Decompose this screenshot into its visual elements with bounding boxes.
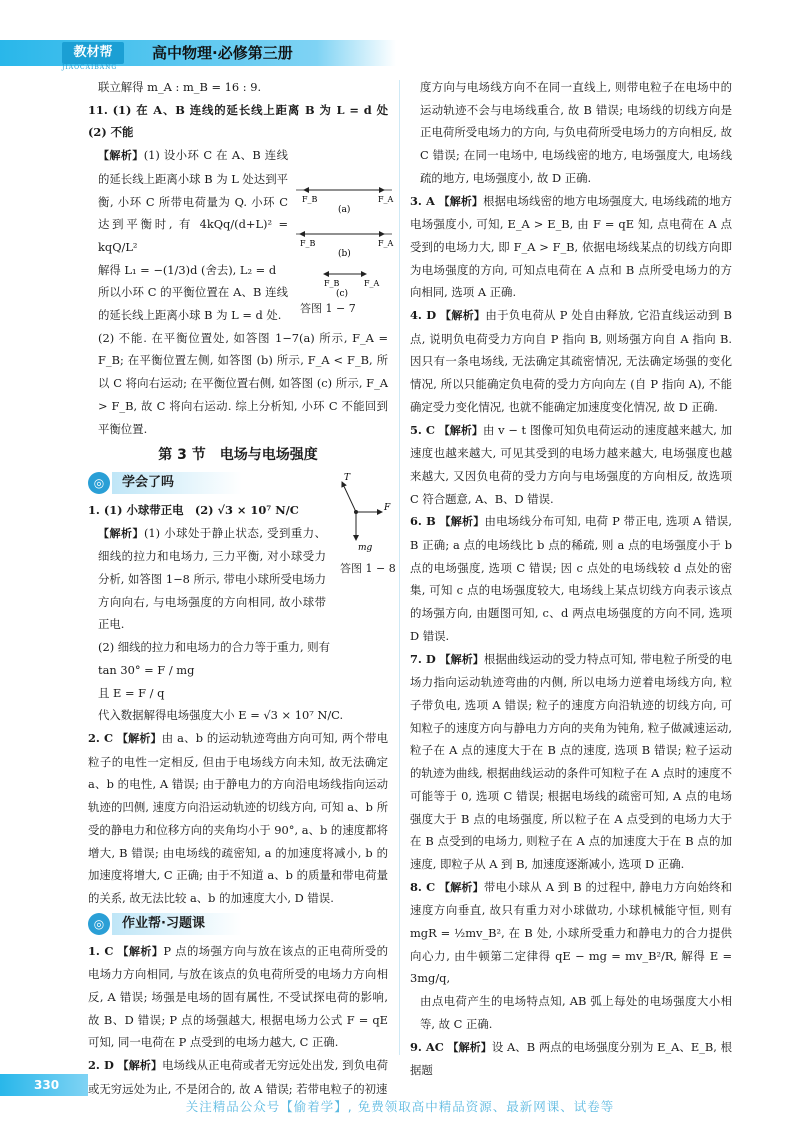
- analysis-text: 代入数据解得电场强度大小 E = √3 × 10⁷ N/C.: [98, 708, 344, 723]
- brand-subtitle: JIAOCAIBANG: [62, 64, 118, 71]
- figure-1-7: [294, 182, 394, 302]
- analysis-tag: 【解析】: [439, 652, 484, 666]
- column-divider: [399, 80, 400, 1055]
- question-11-answer: [88, 99, 400, 144]
- page-header: [0, 0, 800, 72]
- formula: 且 E = F / q: [98, 685, 165, 700]
- subfigure-label-b: (b): [338, 249, 351, 259]
- r3-answer: [410, 190, 732, 305]
- r5-head: 5. C: [410, 422, 435, 437]
- book-title: 高中物理·必修第三册: [152, 44, 293, 62]
- analysis-tag: 【解析】: [440, 309, 486, 323]
- analysis-text: 由点电荷产生的电场特点知, AB 弧上每处的电场强度大小相等, 故 C 正确.: [420, 994, 732, 1031]
- force-label-fa: F_A: [378, 195, 394, 204]
- analysis-text: 由 a、b 的运动轨迹弯曲方向可知, 两个带电粒子的电性一定相反, 但由于电场线方向未知, 故无法确定 a、b 的电性, A 错误; 由于静电力的方向沿电场线指向运动轨迹的凹侧, 速度方向沿运动轨迹的切线方向, 可知 a、b 所受的静电力和位移方向的夹角均小于 90°, a、b 的速度都将增大, B 错误; 由电场线的疏密知, a 的加速度将减小, b 的加速度将增大, C 正确; 由于不知道 a、b 的质量和带电荷量的关系, 故无法比较 a、b 的加速度大小, D 错误.: [88, 730, 388, 905]
- target-icon: ◎: [88, 913, 110, 935]
- r4-answer: [410, 304, 732, 419]
- analysis-tag: 【解析】: [117, 1059, 163, 1073]
- r6-head: 6. B: [410, 514, 436, 529]
- analysis-text: 根据曲线运动的受力特点可知, 带电粒子所受的电场力指向运动轨迹弯曲的内侧, 所以电场力逆着电场线方向, 粒子带负电, 选项 A 错误; 粒子的速度方向沿轨迹的切线方向, 可知粒子的速度方向与静电力方向的夹角为钝角, 粒子做减速运动, 粒子在 A 点的速度大于在 B 点的速度, 选项 B 错误; 粒子运动的轨迹为曲线, 根据曲线运动的条件可知粒子在 A 点时的速度不可能等于 0, 选项 C 错误; 根据电场线的疏密可知, A 点的电场强度大于 B 点的电场强度, 所以粒子在 A 点受到的电场力大于在 B 点受到的电场力, 则粒子在 A 点的加速度大于在 B 点的加速度, 即粒子从 A 到 B, 加速度逐渐减小, 选项 D 正确.: [410, 651, 732, 871]
- h2-head: 2. D: [88, 1058, 114, 1073]
- s2-head: 2. C: [88, 730, 114, 745]
- analysis-tag: 【解析】: [438, 423, 484, 437]
- analysis-text: (1) 设小环 C 在 A、B 连线的延长线上距离小球 B 为 L 处达到平衡, 小环 C 所带电荷量为 Q. 小环 C 达到平衡时, 有 4kQq/(d+L)² = kqQ/L²: [98, 148, 289, 254]
- r9-answer: [410, 1036, 732, 1082]
- brand-logo: 教材帮: [62, 42, 124, 64]
- analysis-text: 设 A、B 两点的电场强度分别为 E_A、E_B, 根据题: [410, 1039, 733, 1078]
- gravity-label: mg: [358, 543, 373, 553]
- figure-1-8: [330, 472, 400, 562]
- s1-head: 1. (1) 小球带正电 (2) √3 × 10⁷ N/C: [88, 502, 299, 517]
- analysis-tag: 【解析】: [439, 515, 485, 529]
- analysis-text: P 点的场强方向与放在该点的正电荷所受的电场力方向相同, 与放在该点的负电荷所受的电场力方向相反, A 错误; 场强是电场的固有属性, 不受试探电荷的影响, 故 B、D 错误; P 点的场强越大, 根据电场力公式 F = qE 可知, 同一电荷在 P 点受到的电场力越大, C 正确.: [88, 943, 388, 1050]
- s1-analysis: [88, 522, 326, 637]
- analysis-tag: 【解析】: [438, 194, 484, 208]
- force-label-fb: F_B: [324, 279, 340, 288]
- figure-1-8-caption: 答图 1 − 8: [340, 562, 396, 575]
- r6-answer: [410, 510, 732, 647]
- analysis-text: 由电场线分布可知, 电荷 P 带正电, 选项 A 错误, B 正确; a 点的电场线比 b 点的稀疏, 则 a 点的电场强度小于 b 点的电场强度, 选项 C 错误; 因 c 点处的电场线较 d 点处的密集, 可知 c 点的电场强度较大, 电场线上某点切线方向表示该点的场强方向, 由题图可知, c、d 两点电场强度的方向不同, 选项 D 错误.: [410, 514, 733, 643]
- analysis-text: 由于负电荷从 P 处自由释放, 它沿直线运动到 B 点, 说明负电荷受力方向自 P 指向 B, 则场强方向自 A 指向 B. 因只有一条电场线, 无法确定其疏密情况, 无法确定场强的变化情况, 所以只能确定负电荷的受力方向向左 (自 P 指向 A), 不能确定受力变化情况, 也就不能确定加速度变化情况, 故 D 正确.: [410, 308, 733, 414]
- analysis-tag: 【解析】: [117, 944, 164, 958]
- h1-answer: [88, 940, 388, 1055]
- banner-label: 学会了吗: [112, 472, 242, 494]
- force-label-fb: F_B: [302, 195, 318, 204]
- watermark-text: 关注精品公众号【偷着学】, 免费领取高中精品资源、最新网课、试卷等: [185, 1099, 615, 1114]
- subfigure-label-a: (a): [338, 205, 351, 215]
- right-column: [410, 76, 732, 1082]
- analysis-text: 带电小球从 A 到 B 的过程中, 静电力方向始终和速度方向垂直, 故只有重力对小球做功, 小球机械能守恒, 则有 mgR = ½mv_B², 在 B 处, 小球所受重力和静电力的合力提供向心力, 由牛顿第二定律得 qE − mg = mv_B²/R, 解得 E = 3mg/q,: [410, 879, 732, 986]
- r9-head: 9. AC: [410, 1039, 444, 1054]
- r7-answer: [410, 648, 732, 876]
- r3-head: 3. A: [410, 193, 435, 208]
- analysis-text: 电场线从正电荷或者无穷远处出发, 到负电荷或无穷远处为止, 不是闭合的, 故 A 错误; 若带电粒子的初速: [88, 1058, 389, 1096]
- banner-label: 作业帮·习题课: [112, 913, 242, 935]
- force-label-fb: F_B: [300, 239, 316, 248]
- analysis-text: 所以小环 C 的平衡位置在 A、B 连线的延长线上距离小球 B 为 L = d 处.: [98, 285, 288, 323]
- r7-head: 7. D: [410, 651, 436, 666]
- force-label-fa: F_A: [364, 279, 380, 288]
- formula: tan 30° = F / mg: [98, 662, 195, 677]
- analysis-tag: 【解析】: [98, 149, 144, 163]
- question-11-head: 11. (1) 在 A、B 连线的延长线上距离 B 为 L = d 处 (2) 不能: [88, 102, 400, 140]
- force-label: F: [384, 503, 391, 513]
- target-icon: ◎: [88, 472, 110, 494]
- analysis-text: 解得 L₁ = −(1/3)d (舍去), L₂ = d: [98, 262, 277, 277]
- analysis-tag: 【解析】: [438, 880, 484, 894]
- analysis-text: 由 v − t 图像可知负电荷运动的速度越来越大, 加速度也越来越大, 可见其受到的电场力越来越大, 电场强度也越来越大, 又因负电荷的受力方向与电场强度的方向相反, 故选项 C 符合题意, A、B、D 错误.: [410, 422, 732, 506]
- h1-head: 1. C: [88, 943, 114, 958]
- figure-1-7-caption: 答图 1 − 7: [300, 302, 356, 315]
- banner-homework: [88, 912, 388, 936]
- analysis-text: (2) 不能. 在平衡位置处, 如答图 1−7(a) 所示, F_A = F_B; 在平衡位置左侧, 如答图 (b) 所示, F_A < F_B, 所以 C 将向右运动; 在平衡位置右侧, 如答图 (c) 所示, F_A > F_B, 故 C 将向右运动. 综上分析知, 小环 C 不能回到平衡位置.: [98, 330, 388, 436]
- analysis-text: 根据电场线密的地方电场强度大, 电场线疏的地方电场强度小, 可知, E_A > E_B, 由 F = qE 知, 点电荷在 A 点受到的电场力大, 即 F_A > F_B, 依据电场线某点的切线方向即为电场强度的方向, 可知点电荷在 A 点和 B 点所受电场力的方向相同, 选项 A 正确.: [410, 193, 733, 300]
- tension-label: T: [344, 473, 351, 483]
- h2-answer: [88, 1054, 388, 1100]
- analysis-tag: 【解析】: [116, 731, 162, 745]
- analysis-tag: 【解析】: [98, 526, 144, 540]
- r5-answer: [410, 419, 732, 511]
- s2-answer: [88, 727, 388, 910]
- continued-text: 度方向与电场线方向不在同一直线上, 则带电粒子在电场中的运动轨迹不会与电场线重合, 故 B 错误; 电场线的切线方向是正电荷所受电场力的方向, 与负电荷所受电场力的方向相反, 故 C 错误; 在同一电场中, 电场线密的地方, 电场强度大, 电场线疏的地方, 电场强度小, 故 D 正确.: [420, 80, 732, 185]
- page-number: 330: [34, 1078, 60, 1092]
- force-label-fa: F_A: [378, 239, 394, 248]
- r8-answer: [410, 876, 732, 991]
- analysis-text: (1) 小球处于静止状态, 受到重力、细线的拉力和电场力, 三力平衡, 对小球受力分析, 如答图 1−8 所示, 带电小球所受电场力方向向右, 与电场强度的方向相同, 故小球带正电.: [98, 525, 327, 632]
- r8-head: 8. C: [410, 879, 436, 894]
- r4-head: 4. D: [410, 308, 437, 323]
- analysis-text: (2) 细线的拉力和电场力的合力等于重力, 则有: [98, 640, 331, 655]
- question-11-analysis: [88, 144, 288, 259]
- section-title: 第 3 节 电场与电场强度: [158, 447, 318, 464]
- answer-line: 联立解得 m_A : m_B = 16 : 9.: [98, 80, 262, 94]
- subfigure-label-c: (c): [336, 289, 349, 299]
- analysis-tag: 【解析】: [447, 1040, 492, 1054]
